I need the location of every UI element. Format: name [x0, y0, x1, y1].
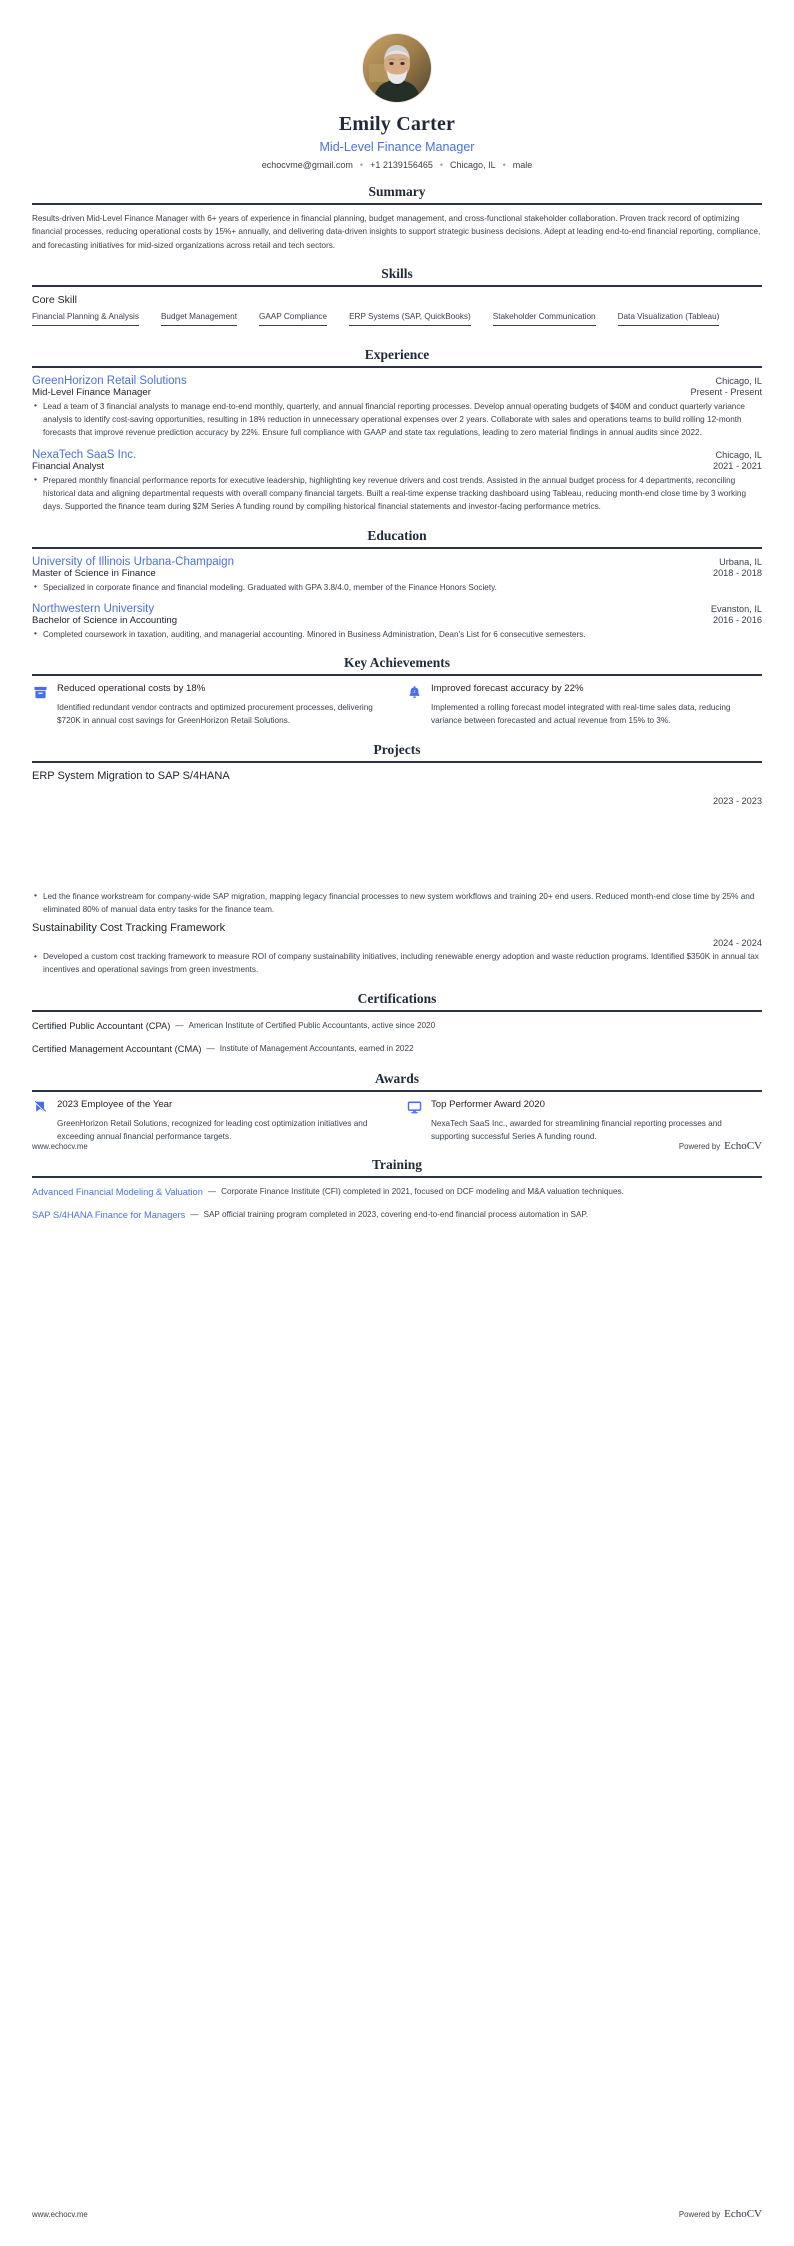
achievement-title: Reduced operational costs by 18% — [57, 683, 206, 695]
training-name[interactable]: Advanced Financial Modeling & Valuation — [32, 1187, 203, 1198]
box-archive-icon — [32, 684, 48, 700]
footer-powered-label: Powered by — [678, 1142, 721, 1151]
certification-item — [32, 1042, 762, 1057]
education-location: Evanston, IL — [710, 603, 762, 614]
section-divider — [32, 1010, 762, 1012]
page-footer — [32, 1140, 762, 1152]
entry-header-row — [32, 603, 762, 615]
resume-header — [32, 0, 762, 170]
certification-name: Certified Management Accountant (CMA) — [32, 1043, 202, 1054]
section-heading-training: Training — [371, 1157, 422, 1173]
section-divider — [32, 285, 762, 287]
award-title: Top Performer Award 2020 — [431, 1098, 545, 1110]
experience-dates: 2021 - 2021 — [712, 460, 762, 471]
project-entry — [32, 922, 762, 977]
experience-entry — [32, 449, 762, 514]
experience-bullets — [32, 474, 762, 514]
project-dates: 2023 - 2023 — [712, 795, 762, 806]
experience-organization[interactable]: NexaTech SaaS Inc. — [32, 448, 137, 461]
list-item: • Prepared monthly financial performance reports for executive leadership, highlighting key revenue drivers and cost trends. Assisted in the annual budget process for 4 departments, reconciling historical data and aligning departmental requests with overall company financial targets. Built a real-time expense tracking dashboard using Tableau, reducing month-end close time by 3 working days. Supported the finance team during $2M Series A funding round by compiling historical financial statements and investor-facing performance metrics. — [32, 474, 762, 514]
footer-brand: EchoCV — [724, 2208, 762, 2220]
footer-website[interactable]: www.echocv.me — [32, 2210, 88, 2219]
experience-location: Chicago, IL — [715, 449, 762, 460]
section-divider — [32, 203, 762, 205]
achievement-title: Improved forecast accuracy by 22% — [431, 683, 584, 695]
award-card — [406, 1099, 762, 1144]
entry-header-row — [32, 449, 762, 461]
award-description: NexaTech SaaS Inc., awarded for streamlining financial reporting processes and supporting successful Series A funding round. — [431, 1118, 722, 1142]
education-institution[interactable]: Northwestern University — [32, 602, 155, 615]
experience-location: Chicago, IL — [715, 375, 762, 386]
page-title: Emily Carter — [338, 113, 456, 135]
section-divider — [32, 1090, 762, 1092]
entry-header-row — [32, 375, 762, 387]
list-item: • Lead a team of 3 financial analysts to manage end-to-end monthly, quarterly, and annual financial reporting processes. Develop annual operating budgets of $40M and conduct quarterly variance analysis to identify cost-saving opportunities, resulting in 18% reduction in unnecessary operational expenses over 2 years. Collaborate with sales and operations teams to build rolling 12-month forecasts that improve revenue prediction accuracy by 22%. Ensure full compliance with GAAP and state tax regulations, leading to zero material findings in annual audits since 2022. — [32, 400, 762, 440]
experience-entry — [32, 375, 762, 440]
section-heading-skills: Skills — [381, 265, 413, 281]
section-heading-awards: Awards — [374, 1070, 419, 1086]
achievement-description: Identified redundant vendor contracts and optimized procurement processes, delivering $720K in annual cost savings for GreenHorizon Retail Solutions. — [57, 703, 373, 726]
key-achievements-grid — [32, 683, 762, 728]
skill-item: Financial Planning & Analysis — [32, 311, 139, 326]
certification-name: Certified Public Accountant (CPA) — [32, 1020, 171, 1031]
training-name[interactable]: SAP S/4HANA Finance for Managers — [32, 1210, 186, 1221]
dash-separator-icon: — — [190, 1210, 199, 1220]
svg-text:z: z — [412, 688, 416, 694]
contact-email: echocvme@gmail.com — [261, 160, 353, 170]
list-item: • Led the finance workstream for company-wide SAP migration, mapping legacy financial processes to new system workflows and training 20+ end users. Reduced month-end close time by 25% and eliminated 80% of manual data entry tasks for the finance team. — [32, 890, 762, 917]
experience-dates: Present - Present — [690, 386, 762, 397]
page-break-spacer — [0, 810, 794, 888]
skill-item: Data Visualization (Tableau) — [618, 311, 720, 326]
entry-subheader-row — [32, 461, 762, 472]
contact-separator-icon: • — [359, 160, 364, 170]
project-name: ERP System Migration to SAP S/4HANA — [32, 769, 230, 782]
training-item — [32, 1185, 762, 1200]
education-entry — [32, 556, 762, 594]
skill-item: Budget Management — [161, 311, 237, 326]
list-item: • Developed a custom cost tracking framework to measure ROI of company sustainability initiatives, including renewable energy adoption and waste reduction programs. Identified $350K in annual tax incentives and operational savings from green investments. — [32, 950, 762, 977]
education-entry — [32, 603, 762, 641]
job-title: Mid-Level Finance Manager — [319, 140, 475, 154]
avatar-wrapper — [32, 34, 762, 102]
footer-brand: EchoCV — [724, 1140, 762, 1152]
section-heading-key-achievements: Key Achievements — [343, 655, 451, 671]
list-item: • Completed coursework in taxation, auditing, and managerial accounting. Minored in Business Administration, Dean's List for 6 consecutive semesters. — [32, 628, 762, 641]
entry-subheader-row — [32, 387, 762, 398]
achievement-description: Implemented a rolling forecast model integrated with real-time sales data, reducing variance between forecasted and actual revenue from 15% to 3%. — [431, 703, 731, 726]
certification-detail: Institute of Management Accountants, earned in 2022 — [219, 1043, 414, 1053]
dash-separator-icon: — — [175, 1020, 184, 1030]
experience-organization[interactable]: GreenHorizon Retail Solutions — [32, 374, 187, 387]
contact-phone: +1 2139156465 — [370, 160, 433, 170]
education-bullets — [32, 581, 762, 594]
section-projects — [32, 742, 762, 806]
entry-header-row — [32, 556, 762, 568]
project-continuation — [32, 890, 762, 977]
achievement-body — [431, 683, 762, 728]
achievement-body — [57, 683, 388, 728]
education-dates: 2016 - 2016 — [712, 614, 762, 625]
award-card — [32, 1099, 388, 1144]
section-key-achievements — [32, 655, 762, 728]
section-heading-summary: Summary — [368, 184, 426, 199]
contact-separator-icon: • — [502, 160, 506, 170]
education-institution[interactable]: University of Illinois Urbana-Champaign — [32, 555, 234, 568]
section-heading-education: Education — [367, 527, 427, 543]
section-certifications — [32, 991, 762, 1057]
skill-item: ERP Systems (SAP, QuickBooks) — [349, 311, 471, 326]
award-title: 2023 Employee of the Year — [57, 1098, 173, 1110]
skill-group-name: Core Skill — [32, 293, 77, 306]
education-bullets — [32, 628, 762, 641]
section-heading-experience: Experience — [364, 346, 430, 362]
project-name: Sustainability Cost Tracking Framework — [32, 922, 226, 935]
project-bullets — [32, 950, 762, 977]
section-experience — [32, 347, 762, 514]
skill-item: GAAP Compliance — [259, 311, 327, 326]
award-body — [57, 1099, 388, 1144]
experience-role: Financial Analyst — [32, 460, 104, 472]
dash-separator-icon: — — [206, 1043, 215, 1053]
section-summary — [32, 184, 762, 252]
list-item: • Specialized in corporate finance and financial modeling. Graduated with GPA 3.8/4.0, member of the Finance Honors Society. — [32, 581, 762, 594]
section-awards — [32, 1071, 762, 1144]
experience-bullets — [32, 400, 762, 440]
skill-item: Stakeholder Communication — [493, 311, 596, 326]
section-training — [32, 1157, 762, 1223]
education-degree: Master of Science in Finance — [32, 567, 156, 579]
section-skills — [32, 266, 762, 333]
project-bullets — [32, 890, 762, 917]
contact-gender: male — [512, 160, 533, 170]
education-degree: Bachelor of Science in Accounting — [32, 614, 178, 626]
footer-powered-by — [679, 1140, 762, 1152]
avatar — [363, 34, 431, 102]
section-divider — [32, 1176, 762, 1178]
summary-text: Results-driven Mid-Level Finance Manager with 6+ years of experience in financial planning, budget management, and cross-functional stakeholder collaboration. Proven track record of optimizing financial processes, reducing operational costs by 15%+ annually, and delivering data-driven insights to support strategic business decisions. Adept at leading end-to-end financial reporting, compliance, and forecasting initiatives for mid-sized organizations across retail and tech sectors. — [32, 214, 761, 250]
entry-subheader-row — [32, 568, 762, 579]
training-detail: Corporate Finance Institute (CFI) completed in 2021, focused on DCF modeling and M&A valuation techniques. — [221, 1187, 624, 1197]
contact-location: Chicago, IL — [450, 160, 496, 170]
award-description: GreenHorizon Retail Solutions, recognized for leading cost optimization initiatives and exceeding annual financial performance targets. — [57, 1118, 368, 1142]
footer-website[interactable]: www.echocv.me — [32, 1142, 88, 1151]
flag-slash-icon — [32, 1100, 48, 1116]
experience-role: Mid-Level Finance Manager — [32, 386, 151, 398]
dash-separator-icon: — — [207, 1187, 217, 1197]
section-divider — [32, 366, 762, 368]
education-dates: 2018 - 2018 — [712, 567, 762, 578]
award-body — [431, 1099, 762, 1144]
page-footer — [32, 2208, 762, 2220]
certification-detail: American Institute of Certified Public Accountants, active since 2020 — [188, 1020, 436, 1030]
footer-powered-by — [679, 2208, 762, 2220]
achievement-card — [406, 683, 762, 728]
contact-separator-icon: • — [439, 160, 444, 170]
skill-list — [32, 311, 762, 333]
section-divider — [32, 674, 762, 676]
contact-line — [32, 160, 762, 170]
section-heading-certifications: Certifications — [357, 990, 437, 1006]
training-detail: SAP official training program completed in 2023, covering end-to-end financial process automation in SAP. — [203, 1210, 589, 1220]
section-divider — [32, 761, 762, 763]
project-entry — [32, 770, 762, 806]
section-education — [32, 528, 762, 642]
certification-item — [32, 1019, 762, 1034]
section-divider — [32, 547, 762, 549]
footer-powered-label: Powered by — [678, 2210, 721, 2219]
training-item — [32, 1208, 762, 1223]
education-location: Urbana, IL — [719, 556, 762, 567]
bell-snooze-icon — [406, 684, 422, 700]
entry-subheader-row — [32, 615, 762, 626]
section-heading-projects: Projects — [373, 741, 421, 757]
project-dates: 2024 - 2024 — [712, 938, 762, 949]
achievement-card — [32, 683, 388, 728]
monitor-icon — [406, 1100, 422, 1116]
awards-grid — [32, 1099, 762, 1144]
